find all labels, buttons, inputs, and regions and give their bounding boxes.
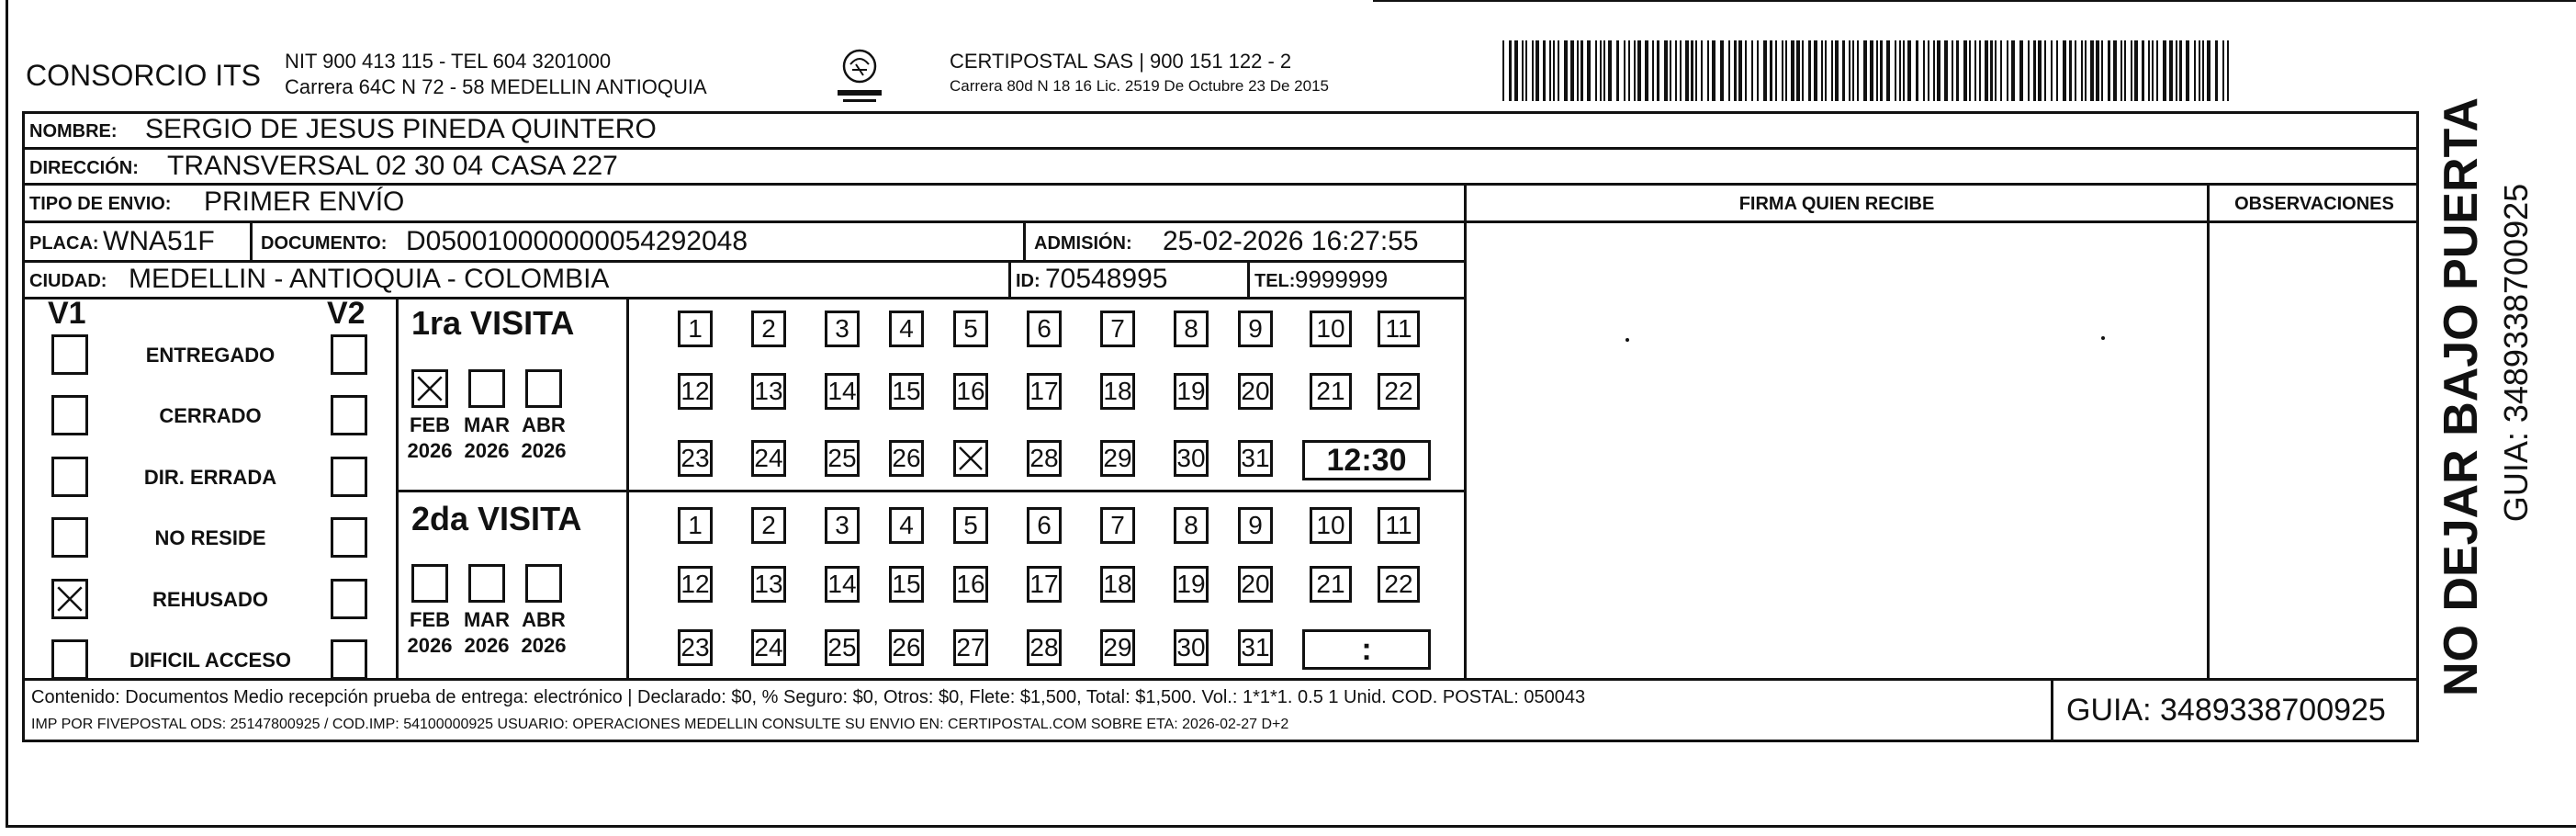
day-box[interactable]: 15: [889, 373, 924, 410]
barcode-bar: [1553, 40, 1555, 101]
barcode-bar: [2056, 40, 2058, 101]
day-box[interactable]: 16: [953, 566, 988, 603]
barcode-bar: [1808, 40, 1811, 101]
company-address: Carrera 64C N 72 - 58 MEDELLIN ANTIOQUIA: [285, 75, 707, 98]
day-box[interactable]: 11: [1378, 507, 1420, 544]
day-box[interactable]: 5: [953, 507, 988, 544]
barcode-bar: [1600, 40, 1602, 101]
barcode-bar: [1532, 40, 1534, 101]
status-option-label: DIR. ERRADA: [143, 466, 277, 489]
day-box[interactable]: 26: [889, 440, 924, 477]
barcode-bar: [2007, 40, 2008, 101]
frame-bottom-line: [6, 825, 2576, 828]
barcode-bar: [2156, 40, 2158, 101]
company-name: CONSORCIO ITS: [26, 59, 262, 92]
barcode-bar: [1734, 40, 1737, 101]
barcode-bar: [1814, 40, 1817, 101]
barcode-bar: [1652, 40, 1654, 101]
barcode-bar: [2169, 40, 2173, 101]
day-box[interactable]: 25: [825, 629, 860, 666]
barcode-bar: [1745, 40, 1747, 101]
firma-header: FIRMA QUIEN RECIBE: [1738, 194, 1935, 214]
ciudad-value: MEDELLIN - ANTIOQUIA - COLOMBIA: [129, 264, 610, 294]
barcode-bar: [1608, 40, 1612, 101]
month-checkbox-feb[interactable]: [411, 369, 448, 408]
barcode-bar: [2101, 40, 2103, 101]
v2-checkbox[interactable]: [331, 639, 367, 680]
barcode-bar: [1763, 40, 1767, 101]
barcode-bar: [2033, 40, 2036, 101]
status-option-label: NO RESIDE: [154, 526, 266, 549]
day-box[interactable]: 25: [825, 440, 860, 477]
day-box[interactable]: 2: [751, 311, 786, 347]
barcode-bar: [1802, 40, 1804, 101]
barcode-bar: [1514, 40, 1518, 101]
row-line-3: [22, 220, 1465, 223]
barcode-bar: [1670, 40, 1671, 101]
barcode-bar: [1525, 40, 1527, 101]
day-box[interactable]: 20: [1238, 566, 1273, 603]
id-tel-divider: [1247, 260, 1250, 297]
documento-label: DOCUMENTO:: [261, 233, 388, 254]
v1-checkbox[interactable]: [51, 579, 88, 619]
day-box[interactable]: 17: [1027, 373, 1062, 410]
month-checkbox-abr[interactable]: [525, 564, 562, 603]
month-checkbox-mar[interactable]: [468, 369, 505, 408]
admision-value: 25-02-2026 16:27:55: [1163, 226, 1419, 256]
barcode-bar: [2215, 40, 2218, 101]
day-box[interactable]: 29: [1100, 440, 1135, 477]
day-box[interactable]: 19: [1174, 566, 1209, 603]
day-box[interactable]: 28: [1027, 629, 1062, 666]
direccion-label: DIRECCIÓN:: [29, 158, 139, 178]
v1-checkbox[interactable]: [51, 457, 88, 497]
side-guia: GUIA: 3489338700925: [2497, 183, 2535, 523]
barcode-bar: [1842, 40, 1845, 101]
firma-dot-right: [2101, 336, 2105, 340]
barcode-bar: [2148, 40, 2150, 101]
barcode-bar: [1549, 40, 1551, 101]
tipo-label: TIPO DE ENVIO:: [29, 194, 172, 214]
nombre-label: NOMBRE:: [29, 121, 118, 141]
contenido-text: Contenido: Documentos Medio recepción prueba de entrega: electrónico | Declarado: $0, % Seguro: $0, Otros: $0, Flete: $1,500, Total: $1,500. Vol.: 1*1*1. 0.5 1 Unid. COD. POSTAL: 050043: [31, 687, 1586, 707]
day-box[interactable]: 13: [751, 566, 786, 603]
barcode-bar: [2063, 40, 2066, 101]
barcode-bar: [1634, 40, 1636, 101]
day-box[interactable]: 21: [1310, 566, 1352, 603]
month-label: MAR: [463, 413, 511, 436]
barcode-bar: [2081, 40, 2083, 101]
day-box[interactable]: 4: [889, 507, 924, 544]
month-checkbox-mar[interactable]: [468, 564, 505, 603]
day-box[interactable]: 2: [751, 507, 786, 544]
barcode-bar: [1963, 40, 1967, 101]
barcode-bar: [1852, 40, 1854, 101]
v2-checkbox[interactable]: [331, 457, 367, 497]
id-label: ID:: [1016, 271, 1041, 291]
barcode-bar: [1564, 40, 1568, 101]
day-box[interactable]: 29: [1100, 629, 1135, 666]
day-box[interactable]: 23: [678, 629, 713, 666]
company-nit: NIT 900 413 115 - TEL 604 3201000: [285, 50, 612, 73]
day-box[interactable]: 13: [751, 373, 786, 410]
v1-checkbox[interactable]: [51, 334, 88, 375]
year-label: 2026: [521, 634, 567, 657]
v1-checkbox[interactable]: [51, 517, 88, 558]
id-value: 70548995: [1045, 264, 1168, 294]
year-label: 2026: [464, 439, 510, 462]
barcode-bar: [1580, 40, 1583, 101]
barcode-bar: [1712, 40, 1715, 101]
barcode-bar: [1707, 40, 1709, 101]
barcode-bar: [2000, 40, 2002, 101]
barcode-bar: [1738, 40, 1742, 101]
day-box[interactable]: 6: [1027, 311, 1062, 347]
tel-label: TEL:: [1254, 271, 1296, 291]
barcode-bar: [1974, 40, 1976, 101]
barcode-bar: [1685, 40, 1689, 101]
barcode-bar: [1785, 40, 1787, 101]
visit-title: 1ra VISITA: [411, 304, 575, 342]
firma-signature-area[interactable]: [1467, 223, 2207, 678]
barcode-bar: [2075, 40, 2076, 101]
day-box[interactable]: 24: [751, 629, 786, 666]
barcode-bar: [1956, 40, 1959, 101]
day-box[interactable]: 18: [1100, 373, 1135, 410]
barcode-bar: [2227, 40, 2229, 101]
imp-text: IMP POR FIVEPOSTAL ODS: 25147800925 / COD.IMP: 54100000925 USUARIO: OPERACIONES MEDELLIN CONSULTE SU ENVIO EN: CERTIPOSTAL.COM SOBRE ETA: 2026-02-27 D+2: [31, 717, 1289, 732]
placa-doc-divider: [250, 220, 253, 260]
barcode-bar: [1849, 40, 1850, 101]
day-box[interactable]: 10: [1310, 311, 1352, 347]
barcode-bar: [1831, 40, 1833, 101]
barcode-bar: [2186, 40, 2189, 101]
barcode-bar: [1701, 40, 1703, 101]
barcode-bar: [2199, 40, 2200, 101]
month-checkbox-abr[interactable]: [525, 369, 562, 408]
barcode-bar: [1895, 40, 1896, 101]
month-checkbox-feb[interactable]: [411, 564, 448, 603]
barcode-bar: [1657, 40, 1659, 101]
day-box[interactable]: 9: [1238, 507, 1273, 544]
barcode-bar: [1720, 40, 1724, 101]
barcode-bar: [1782, 40, 1783, 101]
v1-checkbox[interactable]: [51, 639, 88, 680]
month-label: ABR: [522, 608, 566, 631]
month-label: MAR: [463, 608, 511, 631]
barcode-bar: [2028, 40, 2030, 101]
status-option-label: DIFICIL ACCESO: [129, 649, 291, 672]
barcode-bar: [1728, 40, 1730, 101]
time-box[interactable]: 12:30: [1302, 440, 1431, 480]
barcode-bar: [2038, 40, 2042, 101]
visit-title: 2da VISITA: [411, 500, 582, 537]
barcode-bar: [2120, 40, 2122, 101]
barcode-bar: [2207, 40, 2210, 101]
barcode-bar: [1587, 40, 1591, 101]
postal-license: Carrera 80d N 18 16 Lic. 2519 De Octubre 23 De 2015: [950, 77, 1329, 95]
barcode-bar: [1775, 40, 1777, 101]
month-label: FEB: [410, 608, 450, 631]
barcode-bar: [2113, 40, 2117, 101]
barcode-bar: [2194, 40, 2196, 101]
barcode-bar: [2124, 40, 2126, 101]
barcode-bar: [1944, 40, 1948, 101]
barcode-bar: [1979, 40, 1981, 101]
barcode-bar: [1558, 40, 1559, 101]
day-box[interactable]: 4: [889, 311, 924, 347]
day-box[interactable]: 15: [889, 566, 924, 603]
barcode-bar: [1886, 40, 1890, 101]
barcode-bar: [2096, 40, 2099, 101]
barcode-bar: [1870, 40, 1873, 101]
ciudad-label: CIUDAD:: [29, 271, 107, 291]
firma-dot-left: [1625, 338, 1629, 342]
visit-split-line: [396, 490, 1465, 492]
barcode-bar: [1509, 40, 1512, 101]
barcode-bar: [1637, 40, 1641, 101]
barcode-bar: [1821, 40, 1823, 101]
frame-top-line: [1373, 0, 2576, 2]
barcode-bar: [1791, 40, 1794, 101]
admision-label: ADMISIÓN:: [1034, 233, 1132, 254]
barcode-bar: [1969, 40, 1971, 101]
tipo-value: PRIMER ENVÍO: [204, 186, 405, 217]
nombre-value: SERGIO DE JESUS PINEDA QUINTERO: [145, 114, 657, 144]
barcode-bar: [2090, 40, 2094, 101]
day-box[interactable]: 22: [1378, 373, 1420, 410]
day-box[interactable]: 20: [1238, 373, 1273, 410]
barcode-bar: [1990, 40, 1993, 101]
barcode-bar: [2142, 40, 2144, 101]
ciudad-id-divider: [1008, 260, 1011, 297]
day-box[interactable]: 8: [1174, 311, 1209, 347]
barcode-bar: [1664, 40, 1668, 101]
v2-checkbox[interactable]: [331, 579, 367, 619]
day-box[interactable]: 27: [953, 629, 988, 666]
barcode-bar: [1645, 40, 1648, 101]
barcode-bar: [1903, 40, 1905, 101]
day-box[interactable]: 23: [678, 440, 713, 477]
day-box[interactable]: 17: [1027, 566, 1062, 603]
month-day-divider: [626, 297, 629, 678]
year-label: 2026: [407, 439, 453, 462]
day-box[interactable]: 5: [953, 311, 988, 347]
barcode-bar: [1880, 40, 1883, 101]
v2-checkbox[interactable]: [331, 395, 367, 435]
direccion-value: TRANSVERSAL 02 30 04 CASA 227: [167, 151, 618, 181]
barcode-bar: [2131, 40, 2132, 101]
frame-left-line: [6, 0, 8, 827]
no-dejar-warning: NO DEJAR BAJO PUERTA: [2435, 96, 2488, 696]
footer-guia: GUIA: 3489338700925: [2066, 693, 2386, 728]
barcode-bar: [1691, 40, 1693, 101]
day-box[interactable]: 18: [1100, 566, 1135, 603]
year-label: 2026: [521, 439, 567, 462]
barcode-bar: [2163, 40, 2166, 101]
year-label: 2026: [464, 634, 510, 657]
month-label: FEB: [410, 413, 450, 436]
day-box[interactable]: 8: [1174, 507, 1209, 544]
barcode-bar: [1502, 40, 1504, 101]
barcode-bar: [1675, 40, 1677, 101]
barcode-bar: [1570, 40, 1574, 101]
barcode-bar: [2222, 40, 2224, 101]
barcode-bar: [2134, 40, 2138, 101]
day-box[interactable]: 28: [1027, 440, 1062, 477]
barcode-bar: [1577, 40, 1579, 101]
barcode-bar: [2051, 40, 2053, 101]
barcode-bar: [2108, 40, 2110, 101]
barcode-bar: [2044, 40, 2046, 101]
day-box[interactable]: 3: [825, 311, 860, 347]
barcode-bar: [2069, 40, 2072, 101]
observaciones-area[interactable]: [2210, 223, 2419, 678]
day-box[interactable]: 7: [1100, 311, 1135, 347]
day-box[interactable]: 14: [825, 373, 860, 410]
day-box[interactable]: 30: [1174, 440, 1209, 477]
barcode-bar: [1616, 40, 1619, 101]
day-box[interactable]: 12: [678, 373, 713, 410]
day-box[interactable]: 6: [1027, 507, 1062, 544]
v2-header: V2: [327, 296, 366, 331]
barcode-bar: [1543, 40, 1546, 101]
day-box[interactable]: 19: [1174, 373, 1209, 410]
barcode-bar: [1757, 40, 1759, 101]
barcode-bar: [1751, 40, 1753, 101]
postal-company: CERTIPOSTAL SAS | 900 151 122 - 2: [950, 50, 1292, 73]
day-box[interactable]: 1: [678, 311, 713, 347]
v1-header: V1: [48, 296, 86, 331]
day-box[interactable]: 7: [1100, 507, 1135, 544]
barcode-bar: [1680, 40, 1682, 101]
year-label: 2026: [407, 634, 453, 657]
barcode-bar: [1995, 40, 1997, 101]
barcode-bar: [1863, 40, 1867, 101]
barcode-bar: [1952, 40, 1953, 101]
day-box[interactable]: 9: [1238, 311, 1273, 347]
day-box[interactable]: 1: [678, 507, 713, 544]
barcode-bar: [2011, 40, 2015, 101]
barcode-bar: [1603, 40, 1605, 101]
day-box[interactable]: 14: [825, 566, 860, 603]
barcode-bar: [1796, 40, 1800, 101]
footer-guia-divider: [2051, 678, 2053, 742]
barcode-bar: [2085, 40, 2087, 101]
barcode-bar: [1522, 40, 1524, 101]
barcode-bar: [1695, 40, 1697, 101]
barcode-bar: [1916, 40, 1918, 101]
day-box[interactable]: 3: [825, 507, 860, 544]
barcode-bar: [1876, 40, 1878, 101]
day-box[interactable]: 22: [1378, 566, 1420, 603]
v1-checkbox[interactable]: [51, 395, 88, 435]
barcode-bar: [1595, 40, 1597, 101]
barcode-bar: [1937, 40, 1940, 101]
observaciones-header: OBSERVACIONES: [2234, 194, 2394, 214]
barcode-bar: [1857, 40, 1859, 101]
doc-admision-divider: [1023, 220, 1026, 260]
day-box[interactable]: 30: [1174, 629, 1209, 666]
barcode-bar: [1928, 40, 1929, 101]
tel-value: 9999999: [1295, 265, 1389, 293]
day-box-marked[interactable]: [953, 440, 988, 477]
month-label: ABR: [522, 413, 566, 436]
barcode: [1502, 40, 2237, 101]
barcode-bar: [1535, 40, 1539, 101]
status-option-label: REHUSADO: [152, 588, 268, 611]
barcode-bar: [1907, 40, 1911, 101]
barcode-bar: [2202, 40, 2204, 101]
barcode-bar: [1624, 40, 1625, 101]
certipostal-logo: [832, 44, 887, 108]
placa-value: WNA51F: [103, 226, 215, 256]
barcode-bar: [1835, 40, 1839, 101]
day-box[interactable]: 12: [678, 566, 713, 603]
status-option-label: ENTREGADO: [145, 344, 276, 367]
barcode-bar: [1923, 40, 1925, 101]
day-box[interactable]: 16: [953, 373, 988, 410]
day-box[interactable]: 24: [751, 440, 786, 477]
barcode-bar: [2019, 40, 2023, 101]
day-box[interactable]: 10: [1310, 507, 1352, 544]
barcode-bar: [1770, 40, 1772, 101]
v2-checkbox[interactable]: [331, 517, 367, 558]
barcode-bar: [2176, 40, 2177, 101]
barcode-bar: [1933, 40, 1935, 101]
barcode-bar: [1825, 40, 1827, 101]
day-box[interactable]: 31: [1238, 629, 1273, 666]
status-option-label: CERRADO: [159, 404, 262, 427]
documento-value: D050010000000054292048: [406, 226, 748, 256]
v2-checkbox[interactable]: [331, 334, 367, 375]
day-box[interactable]: 31: [1238, 440, 1273, 477]
day-box[interactable]: 11: [1378, 311, 1420, 347]
row-line-5: [22, 297, 1465, 299]
day-box[interactable]: 21: [1310, 373, 1352, 410]
row-line-footer: [22, 678, 2419, 681]
barcode-bar: [1628, 40, 1630, 101]
barcode-bar: [1985, 40, 1988, 101]
barcode-bar: [2179, 40, 2182, 101]
placa-label: PLACA:: [29, 233, 99, 254]
time-box[interactable]: :: [1302, 629, 1431, 670]
status-visit-divider: [396, 297, 399, 678]
barcode-bar: [1899, 40, 1901, 101]
day-box[interactable]: 26: [889, 629, 924, 666]
barcode-bar: [2152, 40, 2154, 101]
